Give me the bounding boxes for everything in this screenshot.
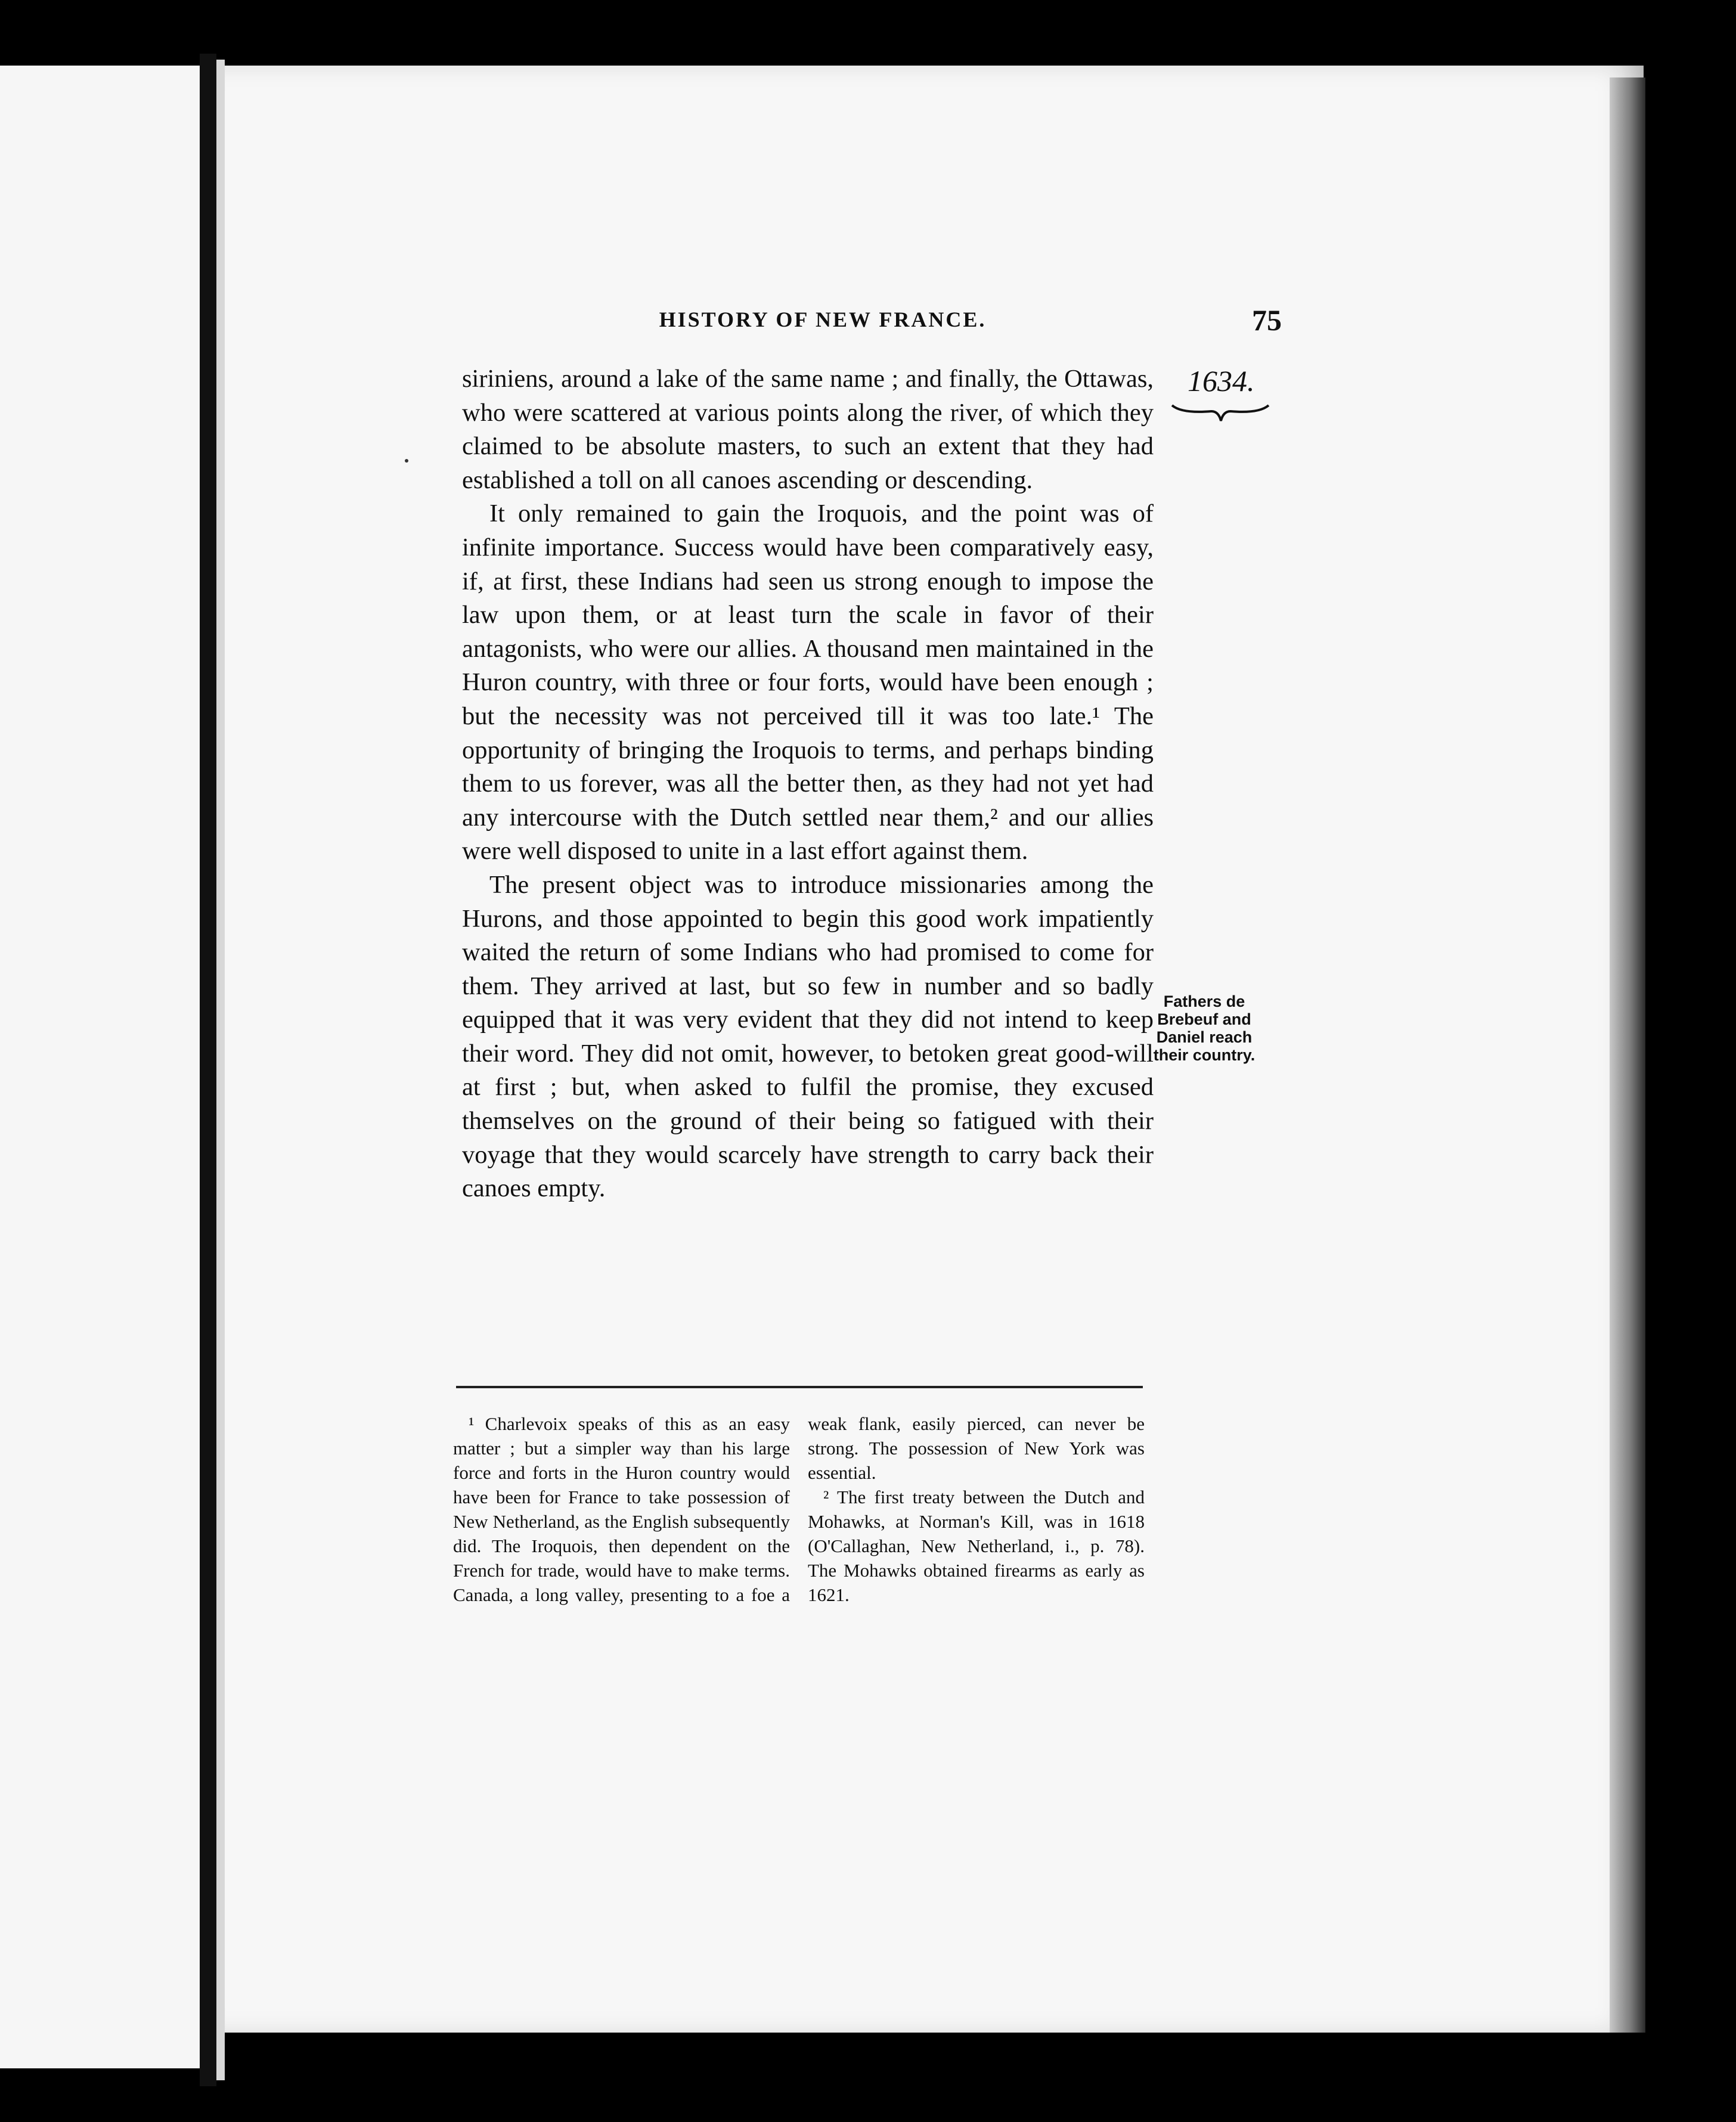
footnote-1: ¹ Charlevoix speaks of this as an easy matter ; but a simpler way than his large force and forts in the Huron country would have been for France to take possession of New Netherland, as the English subsequently did. The Iroquois, then dependent on the French for trade, would have to make terms. Canada, a long valley, presenting to a foe a weak flank, easily pierced, can never be strong. The possession of New York was essential. [453, 1413, 1145, 1605]
brace-icon [1170, 401, 1271, 424]
side-note: Fathers de Brebeuf and Daniel reach their country. [1153, 992, 1256, 1064]
paragraph-1: siriniens, around a lake of the same name ; and finally, the Ottawas, who were scattered at various points along the river, of which they claimed to be absolute masters, to such an extent that they had established a toll on all canoes ascending or descending. [462, 365, 1154, 494]
book-gutter [200, 54, 216, 2086]
ink-speck [405, 459, 408, 463]
running-head: HISTORY OF NEW FRANCE. [659, 308, 987, 331]
footnote-2: ² The first treaty between the Dutch and Mohawks, at Norman's Kill, was in 1618 (O'Callaghan, New Netherland, i., p. 78). The Mohawks obtained firearms as early as 1621. [808, 1487, 1145, 1605]
page-edge-shadow [1610, 77, 1645, 2033]
footnotes [453, 1411, 1145, 1607]
paragraph-2: It only remained to gain the Iroquois, and the point was of infinite importance. Success would have been comparatively easy, if, at first, these Indians had seen us strong enough to impose the law upon them, or at least turn the scale in favor of their antagonists, who were our allies. A thousand men maintained in the Huron country, with three or four forts, would have been enough ; but the necessity was not perceived till it was too late.¹ The opportunity of bringing the Iroquois to terms, and perhaps binding them to us forever, was all the better then, as they had not yet had any intercourse with the Dutch settled near them,² and our allies were well disposed to unite in a last effort against them. [462, 500, 1154, 865]
margin-year: 1634. [1188, 364, 1255, 398]
page-number: 75 [1252, 303, 1282, 337]
footnote-rule [456, 1386, 1143, 1388]
gutter-edge [216, 60, 225, 2080]
paragraph-3: The present object was to introduce missionaries among the Hurons, and those appointed to begin this good work impatiently waited the return of some Indians who had promised to come for them. They arrived at last, but so few in number and so badly equipped that it was very evident that they did not intend to keep their word. They did not omit, however, to betoken great good-will at first ; but, when asked to fulfil the promise, they excused themselves on the ground of their being so fatigued with their voyage that they would scarcely have strength to carry back their canoes empty. [462, 870, 1154, 1203]
body-text [462, 362, 1154, 1206]
facing-page [0, 66, 200, 2068]
